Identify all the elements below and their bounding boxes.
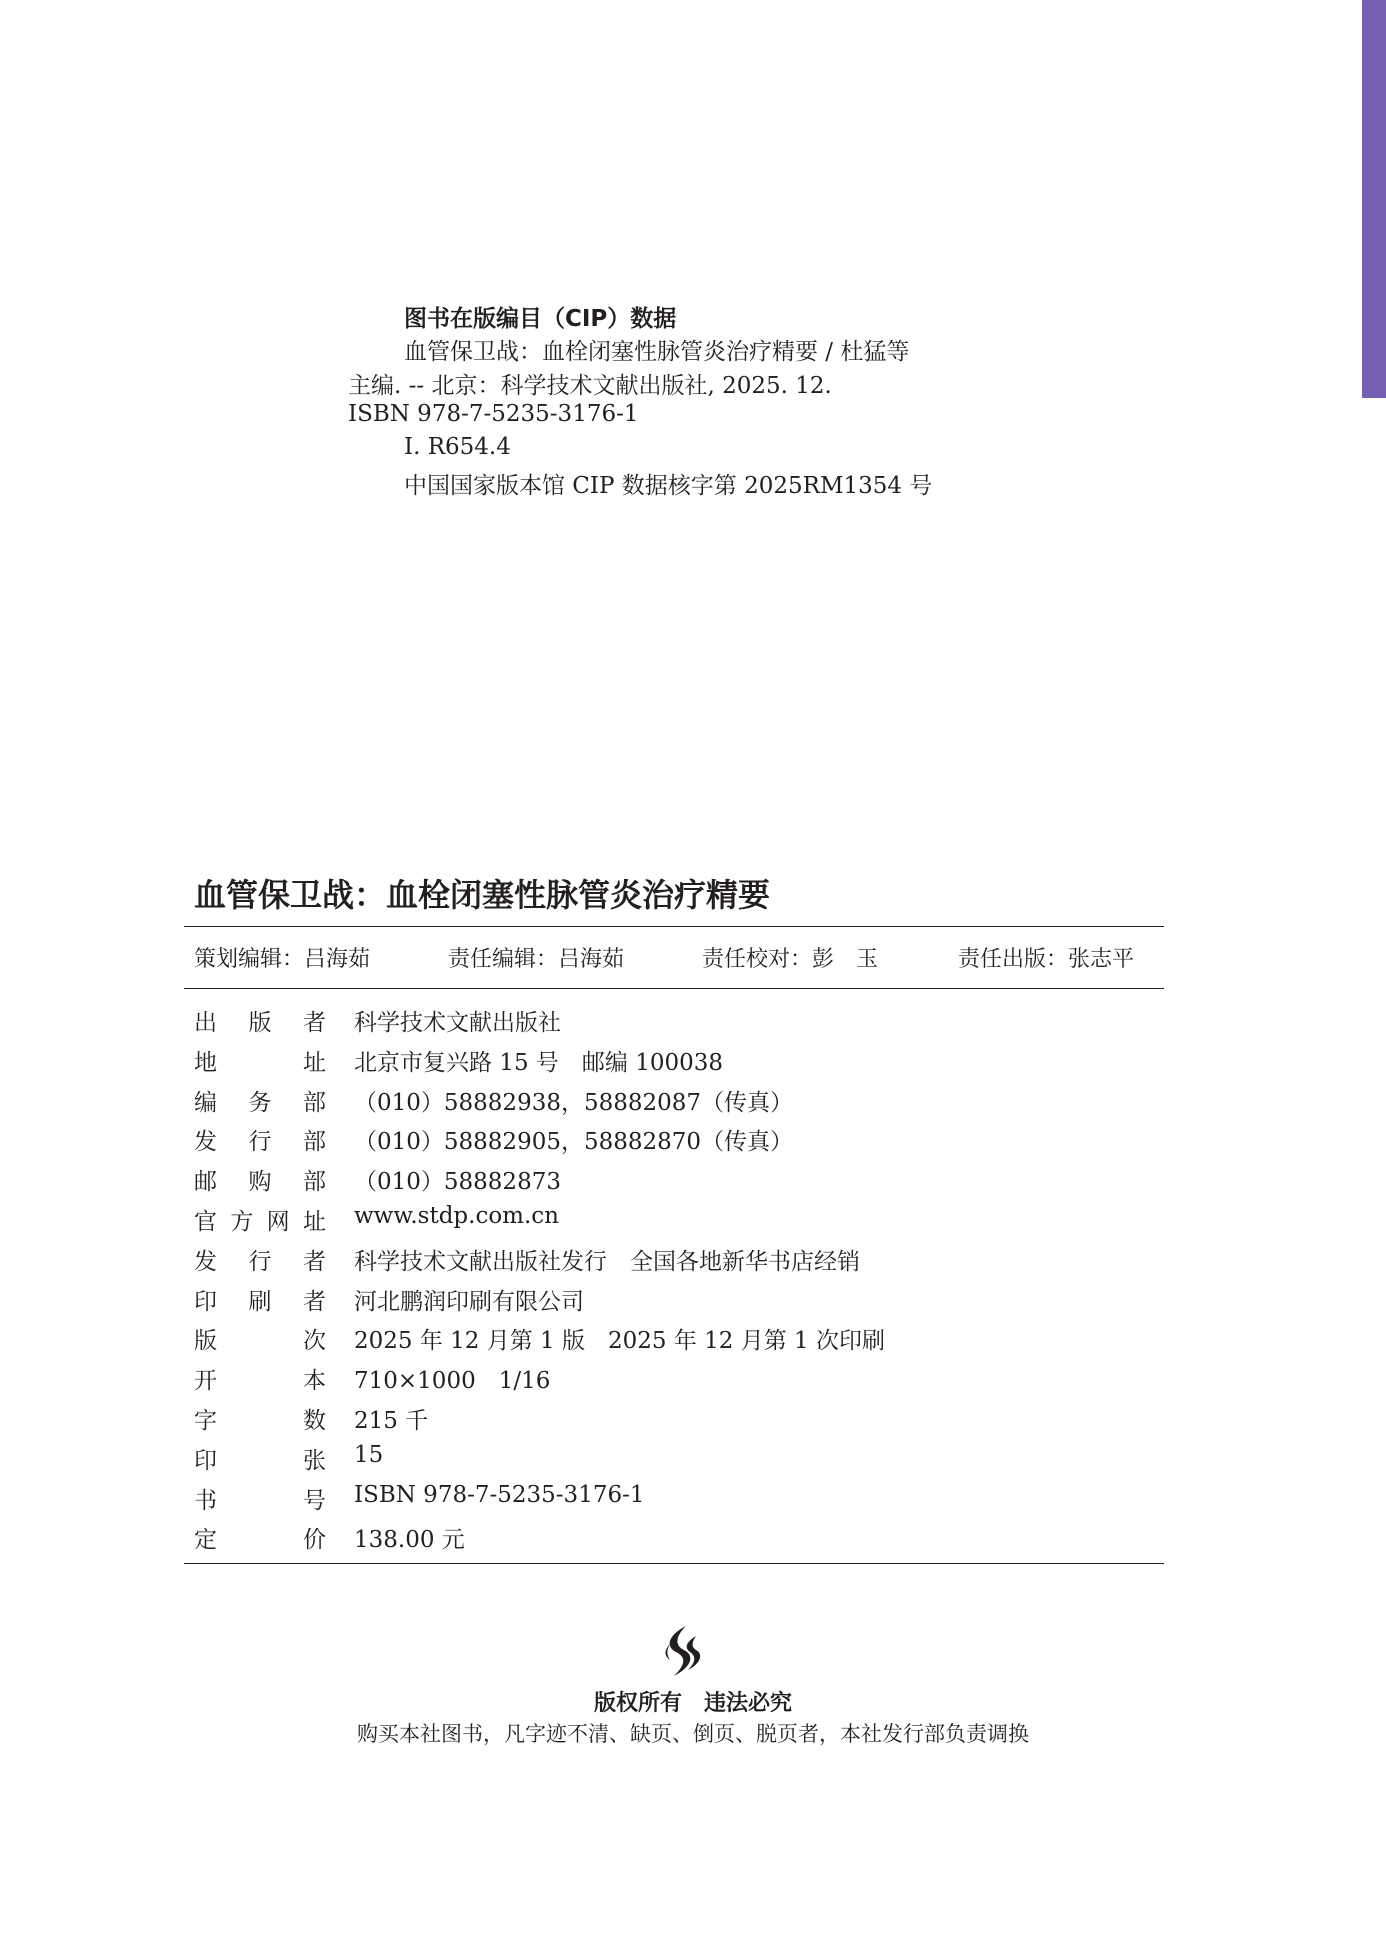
info-row-label — [194, 1163, 326, 1196]
info-row-value: www.stdp.com.cn — [354, 1203, 559, 1229]
replacement-notice: 购买本社图书，凡字迹不清、缺页、倒页、脱页者，本社发行部负责调换 — [357, 1722, 1029, 1746]
info-row-label-char: 方 — [230, 1209, 254, 1235]
info-row-label-char: 出 — [194, 1010, 217, 1036]
info-row-value: （010）58882938，58882087（传真） — [354, 1089, 794, 1116]
info-row-label — [194, 1402, 326, 1435]
cip-line-record-number: 中国国家版本馆 CIP 数据核字第 2025RM1354 号 — [404, 473, 933, 499]
info-row-value: （010）58882905，58882870（传真） — [354, 1129, 794, 1156]
info-row-label — [194, 1203, 326, 1236]
info-row-label-char: 本 — [303, 1368, 326, 1395]
info-row-label-char: 部 — [303, 1169, 326, 1196]
info-row-label-char: 印 — [194, 1447, 217, 1474]
info-row-label — [194, 1044, 326, 1077]
info-row-label-char: 号 — [303, 1487, 326, 1514]
info-row-value: 2025 年 12 月第 1 版 2025 年 12 月第 1 次印刷 — [354, 1328, 885, 1355]
side-color-tab — [1362, 0, 1386, 398]
info-row-label — [194, 1243, 326, 1276]
info-row-value: 科学技术文献出版社 — [354, 1010, 561, 1036]
info-row-value: 北京市复兴路 15 号 邮编 100038 — [354, 1049, 723, 1076]
info-row-label-char: 发 — [194, 1129, 217, 1156]
publisher-logo-icon — [656, 1624, 706, 1680]
info-row-label-char: 数 — [303, 1408, 326, 1434]
info-row-label — [194, 1322, 326, 1355]
info-row-label-char: 者 — [303, 1248, 326, 1275]
info-row-value: 河北鹏润印刷有限公司 — [354, 1288, 584, 1315]
info-row-label-char: 版 — [248, 1010, 272, 1036]
info-row-label — [194, 1442, 326, 1475]
info-row-label-char: 行 — [248, 1129, 272, 1156]
cip-line-title: 血管保卫战：血栓闭塞性脉管炎治疗精要 / 杜猛等 — [404, 339, 910, 365]
info-row-label — [194, 1362, 326, 1395]
info-row-label-char: 部 — [303, 1129, 326, 1156]
info-row-label-char: 书 — [194, 1487, 217, 1514]
copyright-notice: 版权所有 违法必究 — [593, 1691, 792, 1716]
title-rule-top — [184, 926, 1164, 927]
info-row-label-char: 编 — [194, 1089, 217, 1116]
info-rule-bottom — [184, 1563, 1164, 1564]
info-row-value: 215 千 — [354, 1408, 429, 1434]
cip-line-isbn: ISBN 978-7-5235-3176-1 — [348, 401, 639, 427]
info-row-label-char: 址 — [302, 1209, 326, 1235]
info-row-label — [194, 1482, 326, 1515]
info-row-value: ISBN 978-7-5235-3176-1 — [354, 1481, 645, 1508]
info-row-label — [194, 1004, 326, 1037]
info-row-label-char: 字 — [194, 1408, 217, 1434]
planning-editor: 策划编辑：吕海茹 — [194, 947, 371, 972]
info-row-label-char: 务 — [248, 1089, 272, 1116]
info-row-label — [194, 1084, 326, 1117]
publishing-manager: 责任出版：张志平 — [958, 947, 1135, 972]
info-row-label — [194, 1521, 326, 1554]
info-row-label-char: 址 — [303, 1049, 326, 1076]
info-row-label — [194, 1123, 326, 1156]
info-row-label-char: 版 — [194, 1328, 217, 1355]
info-row-label-char: 网 — [266, 1209, 290, 1235]
info-row-label-char: 定 — [194, 1527, 217, 1554]
info-row-value: 科学技术文献出版社发行 全国各地新华书店经销 — [354, 1248, 860, 1275]
cip-line-classification: Ⅰ. R654.4 — [404, 434, 511, 460]
info-row-label — [194, 1283, 326, 1316]
editors-rule-bottom — [184, 988, 1164, 989]
info-row-label-char: 部 — [303, 1089, 326, 1116]
info-row-value: 15 — [354, 1441, 384, 1468]
info-row-label-char: 价 — [303, 1527, 326, 1554]
info-row-label-char: 官 — [194, 1209, 217, 1235]
cip-heading: 图书在版编目（CIP）数据 — [404, 306, 677, 332]
info-row-label-char: 印 — [194, 1288, 217, 1315]
info-row-label-char: 者 — [303, 1010, 326, 1036]
info-row-label-char: 购 — [248, 1169, 272, 1196]
info-row-label-char: 发 — [194, 1248, 217, 1275]
info-row-label-char: 开 — [194, 1368, 217, 1395]
book-title: 血管保卫战：血栓闭塞性脉管炎治疗精要 — [194, 876, 771, 914]
info-row-label-char: 次 — [303, 1328, 326, 1355]
info-row-label-char: 者 — [303, 1288, 326, 1315]
info-row-label-char: 张 — [303, 1447, 326, 1474]
info-row-label-char: 邮 — [194, 1169, 217, 1196]
cip-line-publisher: 主编. -- 北京：科学技术文献出版社, 2025. 12. — [348, 373, 832, 399]
info-row-label-char: 行 — [248, 1248, 272, 1275]
info-row-value: （010）58882873 — [354, 1169, 561, 1196]
responsible-editor: 责任编辑：吕海茹 — [448, 947, 625, 972]
info-row-label-char: 地 — [194, 1049, 217, 1076]
proofreader: 责任校对：彭 玉 — [702, 947, 879, 972]
info-row-label-char: 刷 — [248, 1288, 272, 1315]
info-row-value: 710×1000 1/16 — [354, 1368, 551, 1395]
info-row-value: 138.00 元 — [354, 1527, 465, 1554]
